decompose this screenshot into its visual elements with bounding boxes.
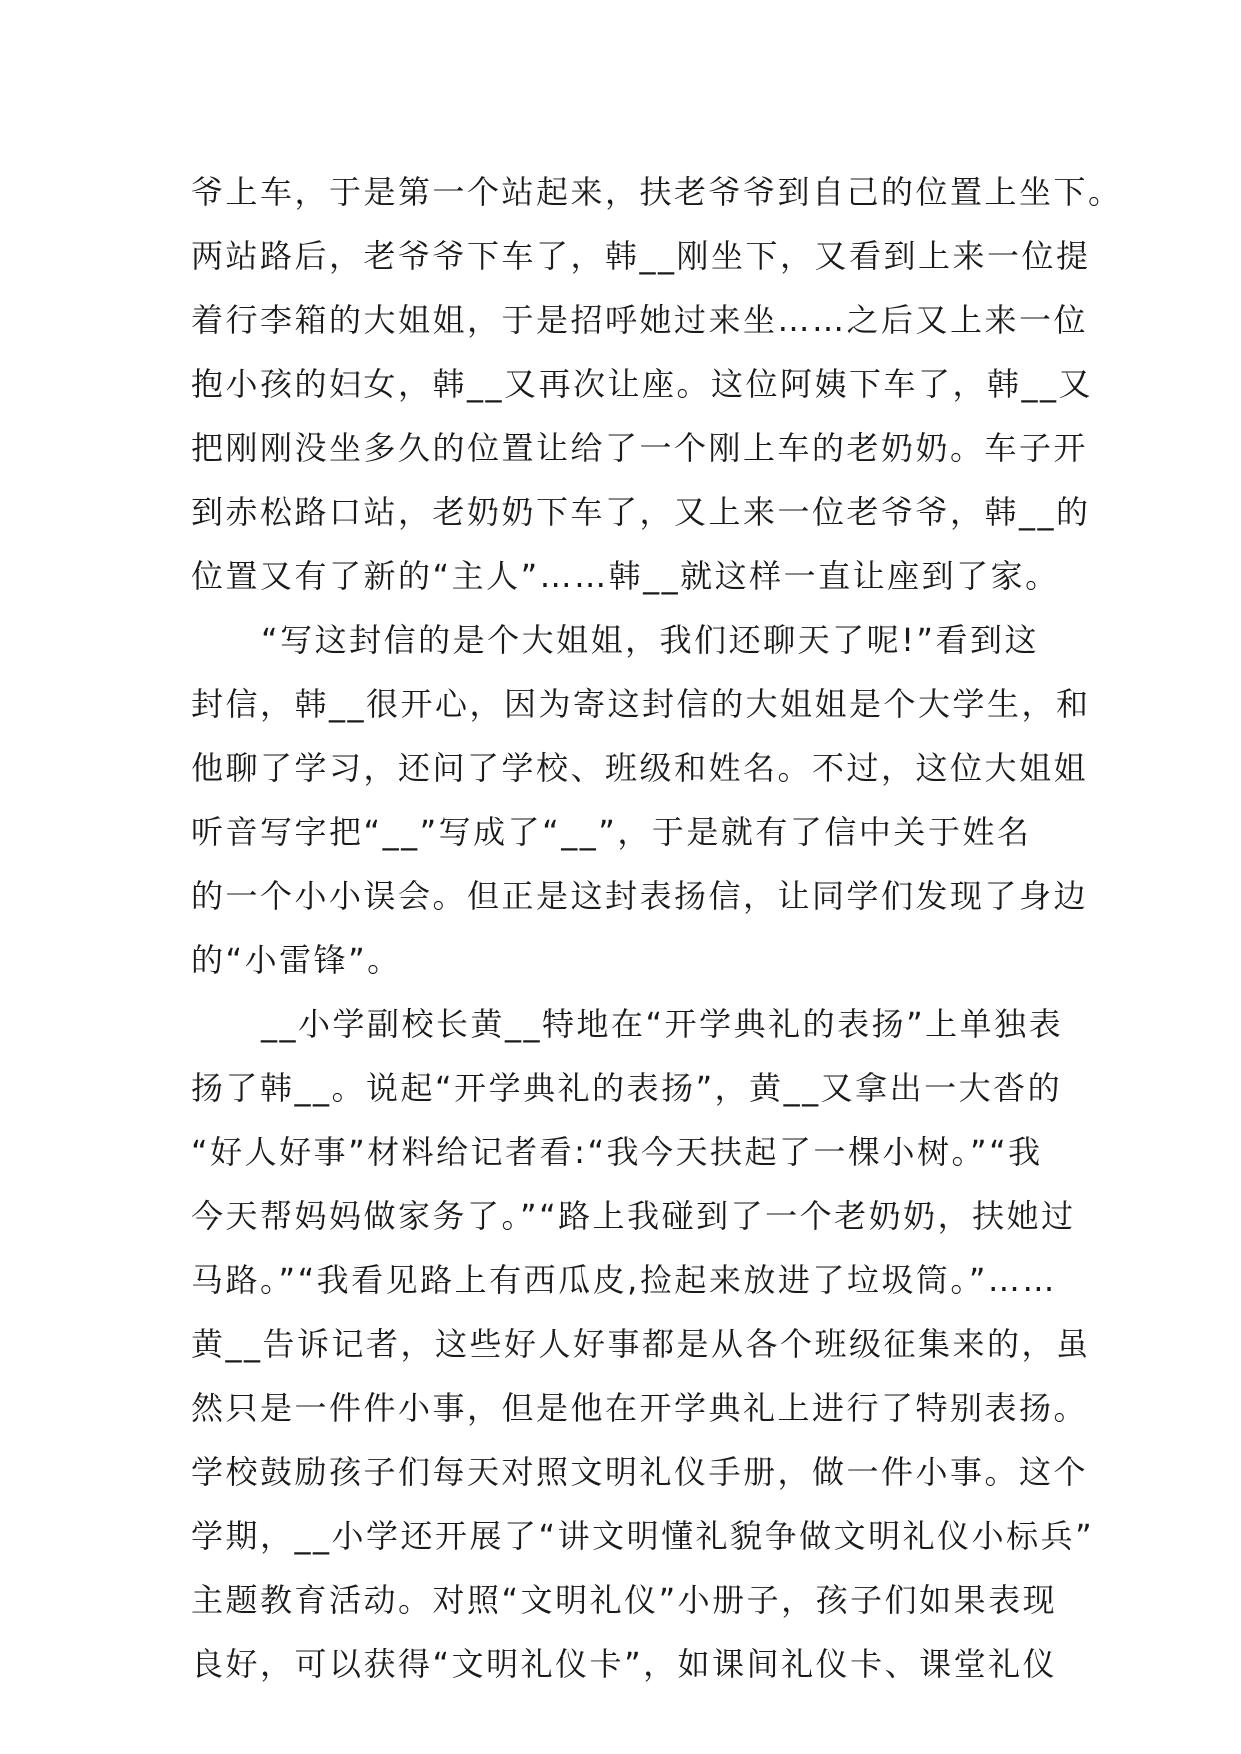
- text-line: 把刚刚没坐多久的位置让给了一个刚上车的老奶奶。车子开: [191, 429, 1089, 467]
- text-line: “好人好事”材料给记者看:“我今天扶起了一棵小树。”“我: [191, 1133, 1043, 1171]
- article-body: [191, 160, 1123, 1696]
- text-line: 听音写字把“__”写成了“__”，于是就有了信中关于姓名: [191, 813, 1032, 851]
- text-line: 学校鼓励孩子们每天对照文明礼仪手册，做一件小事。这个: [191, 1453, 1089, 1491]
- text-line: 他聊了学习，还问了学校、班级和姓名。不过，这位大姐姐: [191, 749, 1089, 787]
- text-line: 良好，可以获得“文明礼仪卡”，如课间礼仪卡、课堂礼仪: [191, 1645, 1058, 1683]
- text-line: 两站路后，老爷爷下车了，韩__刚坐下，又看到上来一位提: [191, 237, 1091, 275]
- text-line: 主题教育活动。对照“文明礼仪”小册子，孩子们如果表现: [191, 1581, 1058, 1619]
- text-line: 今天帮妈妈做家务了。”“路上我碰到了一个老奶奶，扶她过: [191, 1197, 1076, 1235]
- text-line: 抱小孩的妇女，韩__又再次让座。这位阿姨下车了，韩__又: [191, 365, 1094, 403]
- text-line: 的一个小小误会。但正是这封表扬信，让同学们发现了身边: [191, 877, 1089, 915]
- text-line: 黄__告诉记者，这些好人好事都是从各个班级征集来的，虽: [191, 1325, 1091, 1363]
- text-line: 扬了韩__。说起“开学典礼的表扬”，黄__又拿出一大沓的: [191, 1069, 1063, 1107]
- text-line: 马路。”“我看见路上有西瓜皮,捡起来放进了垃圾筒。”……: [191, 1261, 1057, 1299]
- paragraph-start-line: “写这封信的是个大姐姐，我们还聊天了呢!”看到这: [261, 621, 1039, 659]
- text-line: 的“小雷锋”。: [191, 941, 402, 979]
- text-line: 到赤松路口站，老奶奶下车了，又上来一位老爷爷，韩__的: [191, 493, 1091, 531]
- text-line: 位置又有了新的“主人”……韩__就这样一直让座到了家。: [191, 557, 1060, 595]
- text-line: 学期，__小学还开展了“讲文明懂礼貌争做文明礼仪小标兵”: [191, 1517, 1095, 1555]
- text-line: 封信，韩__很开心，因为寄这封信的大姐姐是个大学生，和: [191, 685, 1091, 723]
- text-line: 然只是一件件小事，但是他在开学典礼上进行了特别表扬。: [191, 1389, 1089, 1427]
- text-line: 着行李箱的大姐姐，于是招呼她过来坐……之后又上来一位: [191, 301, 1089, 339]
- paragraph-start-line: __小学副校长黄__特地在“开学典礼的表扬”上单独表: [261, 1005, 1064, 1043]
- text-line: 爷上车，于是第一个站起来，扶老爷爷到自己的位置上坐下。: [191, 173, 1123, 211]
